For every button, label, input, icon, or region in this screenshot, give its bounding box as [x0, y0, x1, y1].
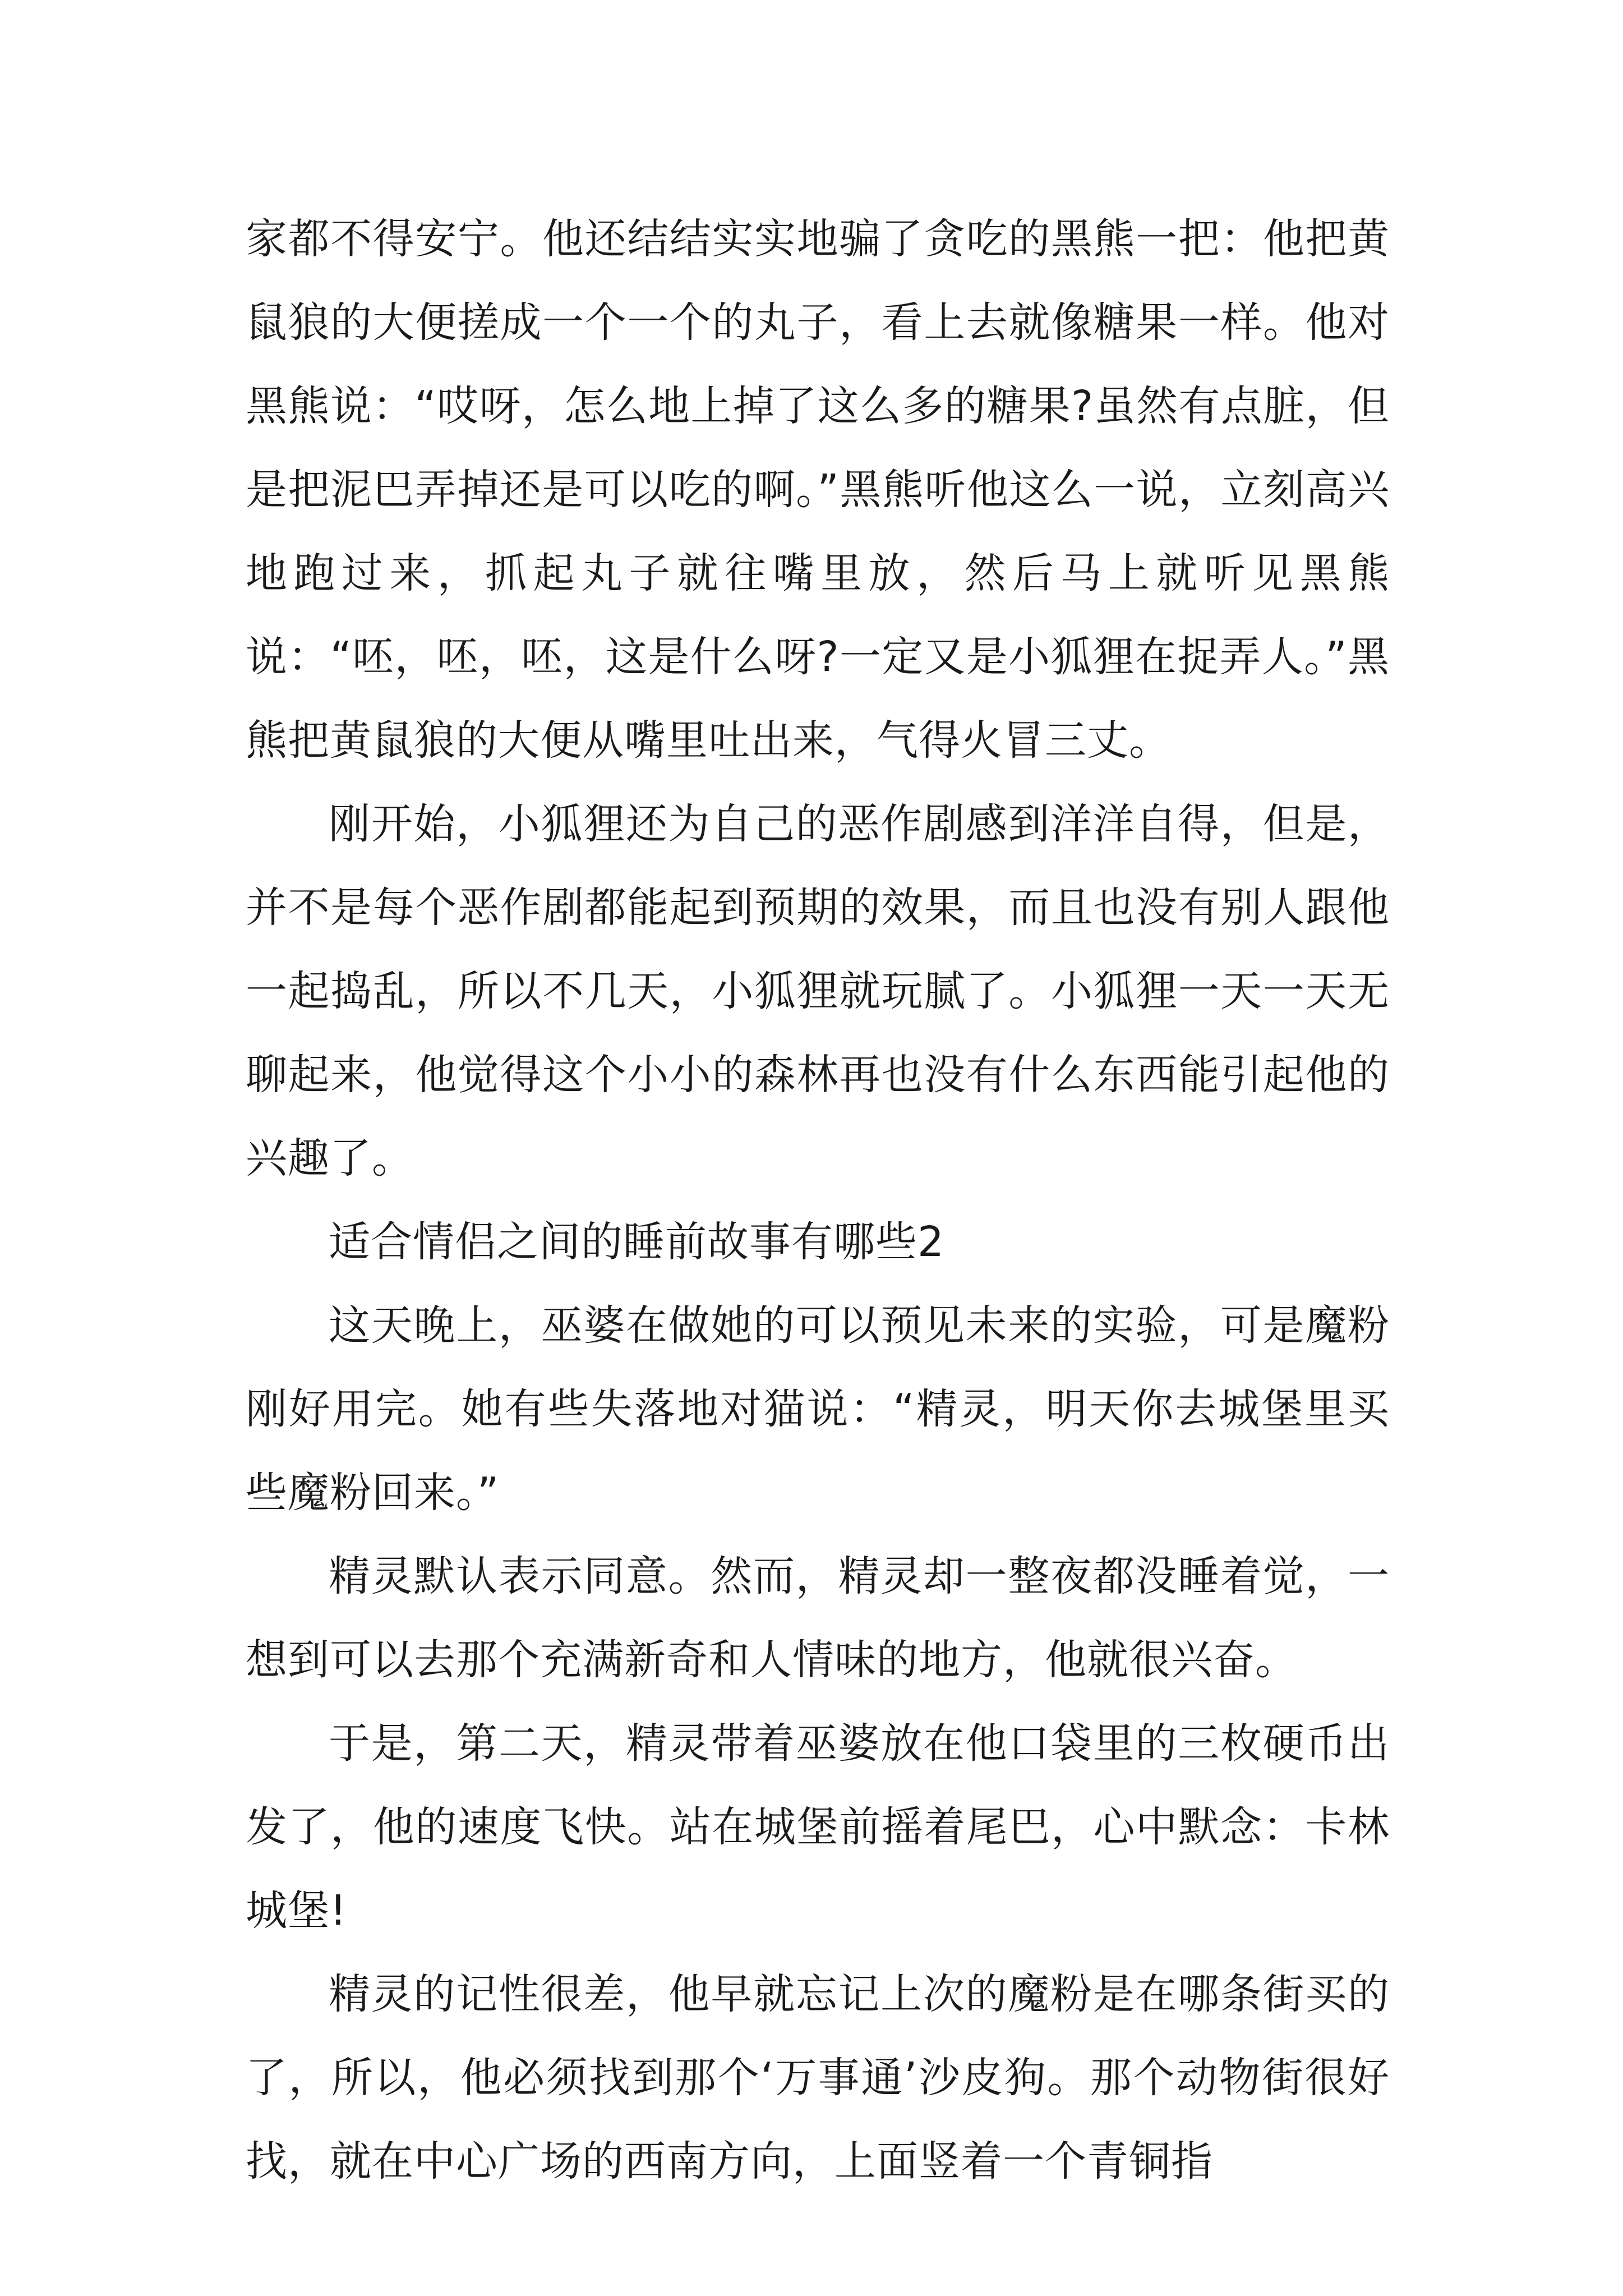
- paragraph: 这天晚上，巫婆在做她的可以预见未来的实验，可是魔粉刚好用完。她有些失落地对猫说：“精灵，明天你去城堡里买些魔粉回来。”: [246, 1301, 1390, 1517]
- paragraph: 刚开始，小狐狸还为自己的恶作剧感到洋洋自得，但是，并不是每个恶作剧都能起到预期的效果，而且也没有别人跟他一起捣乱，所以不几天，小狐狸就玩腻了。小狐狸一天一天无聊起来，他觉得这个小小的森林再也没有什么东西能引起他的兴趣了。: [246, 800, 1390, 1182]
- paragraph-continued: 家都不得安宁。他还结结实实地骗了贪吃的黑熊一把：他把黄鼠狼的大便搓成一个一个的丸子，看上去就像糖果一样。他对黑熊说：“哎呀，怎么地上掉了这么多的糖果?虽然有点脏，但是把泥巴弄掉还是可以吃的啊。”黑熊听他这么一说，立刻高兴地跑过来，抓起丸子就往嘴里放，然后马上就听见黑熊说：“呸，呸，呸，这是什么呀?一定又是小狐狸在捉弄人。”黑熊把黄鼠狼的大便从嘴里吐出来，气得火冒三丈。: [246, 215, 1390, 765]
- document-body: [246, 197, 1390, 2203]
- paragraph: 于是，第二天，精灵带着巫婆放在他口袋里的三枚硬币出发了，他的速度飞快。站在城堡前摇着尾巴，心中默念：卡林城堡!: [246, 1719, 1390, 1935]
- paragraph: 精灵的记性很差，他早就忘记上次的魔粉是在哪条街买的了，所以，他必须找到那个‘万事通’沙皮狗。那个动物街很好找，就在中心广场的西南方向，上面竖着一个青铜指: [246, 1970, 1390, 2185]
- section-heading: 适合情侣之间的睡前故事有哪些2: [329, 1218, 945, 1266]
- paragraph: 精灵默认表示同意。然而，精灵却一整夜都没睡着觉，一想到可以去那个充满新奇和人情味的地方，他就很兴奋。: [246, 1552, 1390, 1684]
